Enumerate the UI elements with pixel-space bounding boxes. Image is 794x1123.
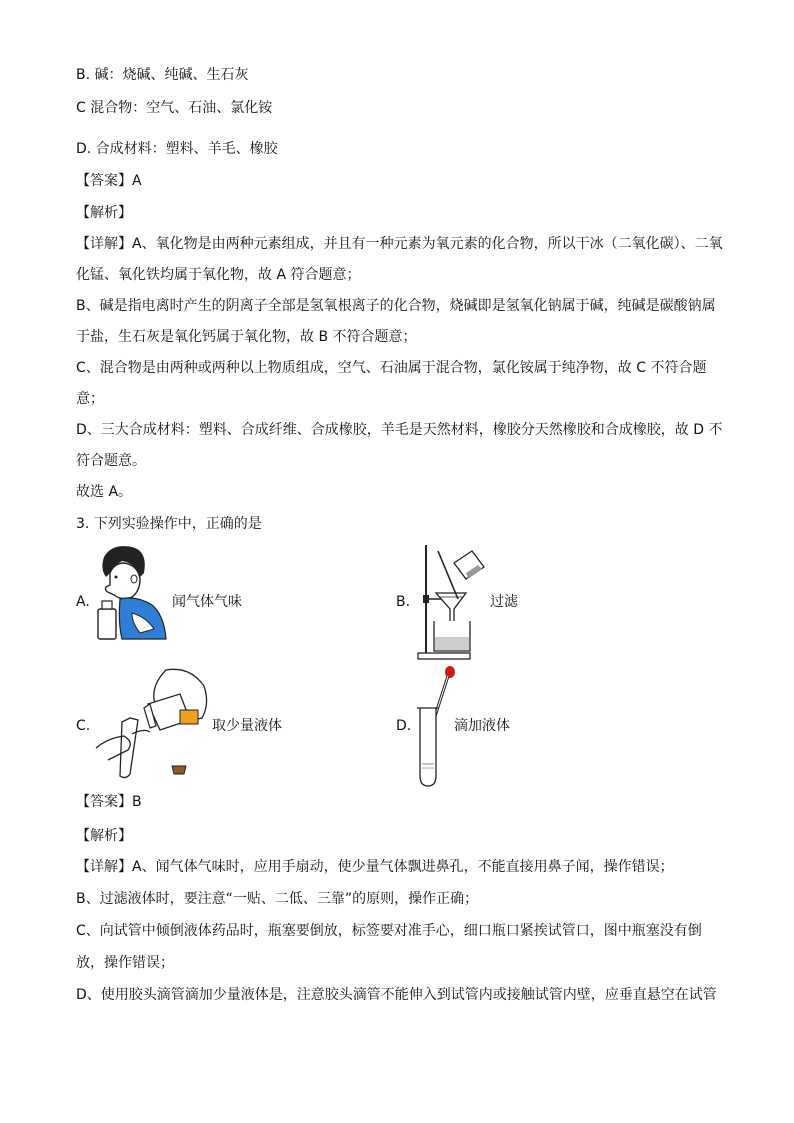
option-a-letter: A. — [76, 594, 90, 610]
option-a-label: 闻气体气味 — [172, 594, 242, 610]
child-smelling-bottle-icon — [92, 543, 170, 641]
option-c-letter: C. — [76, 718, 91, 734]
explanation-line: D、三大合成材料：塑料、合成纤维、合成橡胶，羊毛是天然材料，橡胶分天然橡胶和合成橡胶，故 D 不 — [76, 422, 723, 438]
option-c-label: 取少量液体 — [212, 718, 282, 734]
explanation-line: 意； — [76, 391, 104, 407]
pouring-liquid-icon — [94, 664, 212, 780]
analysis-label: 【解析】 — [76, 205, 132, 221]
explanation-line: B、碱是指电离时产生的阴离子全部是氢氧根离子的化合物，烧碱即是氢氧化钠属于碱，纯碱是碳酸钠属 — [76, 298, 716, 314]
option-c-mixture: C 混合物：空气、石油、氯化铵 — [76, 100, 273, 116]
explanation-line: B、过滤液体时，要注意“一贴、二低、三靠”的原则，操作正确； — [76, 891, 479, 907]
answer-label: 【答案】B — [76, 794, 142, 810]
conclusion-line: 故选 A。 — [76, 484, 133, 500]
answer-label: 【答案】A — [76, 173, 142, 189]
explanation-line: C、向试管中倾倒液体药品时，瓶塞要倒放，标签要对准手心，细口瓶口紧挨试管口，图中瓶塞没有倒 — [76, 923, 702, 939]
explanation-line: C、混合物是由两种或两种以上物质组成，空气、石油属于混合物，氯化铵属于纯净物，故 C 不符合题 — [76, 360, 707, 376]
analysis-label: 【解析】 — [76, 828, 132, 844]
option-b-label: 过滤 — [490, 594, 518, 610]
explanation-line: 化锰、氧化铁均属于氧化物，故 A 符合题意； — [76, 267, 361, 283]
explanation-line: 【详解】A、闻气体气味时，应用手扇动，使少量气体飘进鼻孔，不能直接用鼻子闻，操作错误； — [76, 859, 674, 875]
filtration-apparatus-icon — [414, 543, 488, 661]
option-d-label: 滴加液体 — [454, 718, 510, 734]
explanation-line: 于盐，生石灰是氧化钙属于氧化物，故 B 不符合题意； — [76, 329, 417, 345]
option-d-letter: D. — [396, 718, 412, 734]
question-3-stem: 3. 下列实验操作中，正确的是 — [76, 516, 262, 532]
explanation-line: 【详解】A、氧化物是由两种元素组成，并且有一种元素为氧元素的化合物，所以干冰（二氧化碳）、二氧 — [76, 236, 723, 252]
option-b-base: B. 碱：烧碱、纯碱、生石灰 — [76, 67, 249, 83]
explanation-line: 符合题意。 — [76, 453, 146, 469]
option-b-letter: B. — [396, 594, 411, 610]
explanation-line: D、使用胶头滴管滴加少量液体是，注意胶头滴管不能伸入到试管内或接触试管内壁，应垂直悬空在试管 — [76, 987, 717, 1003]
dropper-tube-icon — [414, 664, 458, 788]
option-d-synthetic: D. 合成材料：塑料、羊毛、橡胶 — [76, 141, 278, 157]
explanation-line: 放，操作错误； — [76, 955, 174, 971]
